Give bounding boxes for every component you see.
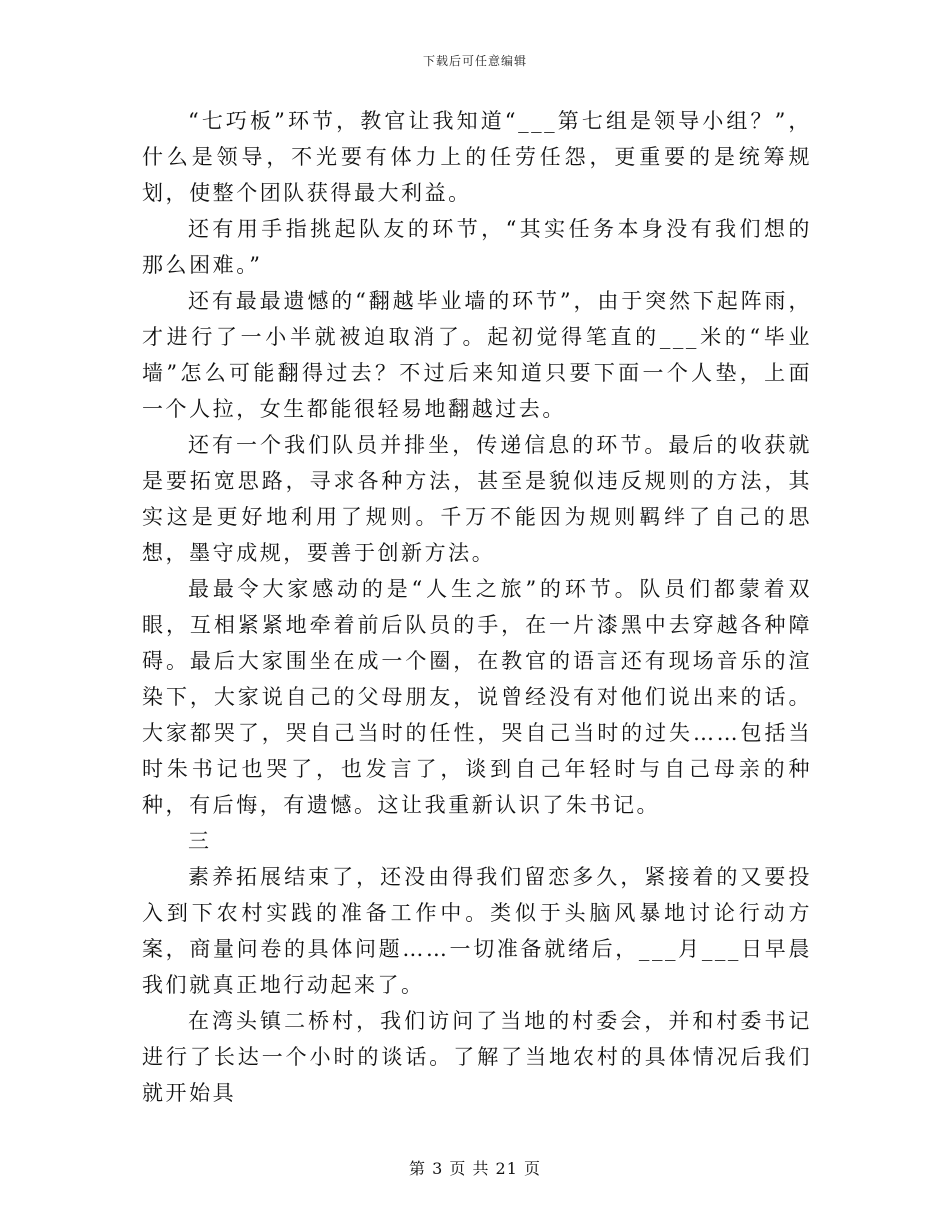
section-heading-three: 三 [188, 829, 212, 853]
document-body [142, 103, 812, 1111]
paragraph-7: 在湾头镇二桥村，我们访问了当地的村委会，并和村委书记进行了长达一个小时的谈话。了解了当地农村的具体情况后我们就开始具 [142, 1009, 812, 1105]
paragraph-2: 还有用手指挑起队友的环节，“其实任务本身没有我们想的那么困难。” [142, 217, 812, 277]
page-header: 下载后可任意编辑 [422, 54, 527, 68]
page-footer: 第 3 页 共 21 页 [409, 1159, 541, 1178]
paragraph-4: 还有一个我们队员并排坐，传递信息的环节。最后的收获就是要拓宽思路，寻求各种方法，甚至是貌似违反规则的方法，其实这是更好地利用了规则。千万不能因为规则羁绊了自己的思想，墨守成规，要善于创新方法。 [142, 433, 812, 565]
paragraph-6: 素养拓展结束了，还没由得我们留恋多久，紧接着的又要投入到下农村实践的准备工作中。类似于头脑风暴地讨论行动方案，商量问卷的具体问题……一切准备就绪后，___月___日早晨我们就真正地行动起来了。 [142, 865, 812, 997]
paragraph-3: 还有最最遗憾的“翻越毕业墙的环节”，由于突然下起阵雨，才进行了一小半就被迫取消了。起初觉得笔直的___米的“毕业墙”怎么可能翻得过去？不过后来知道只要下面一个人垫，上面一个人拉，女生都能很轻易地翻越过去。 [142, 289, 812, 421]
paragraph-1: “七巧板”环节，教官让我知道“___第七组是领导小组？”，什么是领导，不光要有体力上的任劳任怨，更重要的是统筹规划，使整个团队获得最大利益。 [142, 109, 812, 205]
paragraph-5: 最最令大家感动的是“人生之旅”的环节。队员们都蒙着双眼，互相紧紧地牵着前后队员的手，在一片漆黑中去穿越各种障碍。最后大家围坐在成一个圈，在教官的语言还有现场音乐的渲染下，大家说自己的父母朋友，说曾经没有对他们说出来的话。大家都哭了，哭自己当时的任性，哭自己当时的过失……包括当时朱书记也哭了，也发言了，谈到自己年轻时与自己母亲的种种，有后悔，有遗憾。这让我重新认识了朱书记。 [142, 577, 812, 817]
